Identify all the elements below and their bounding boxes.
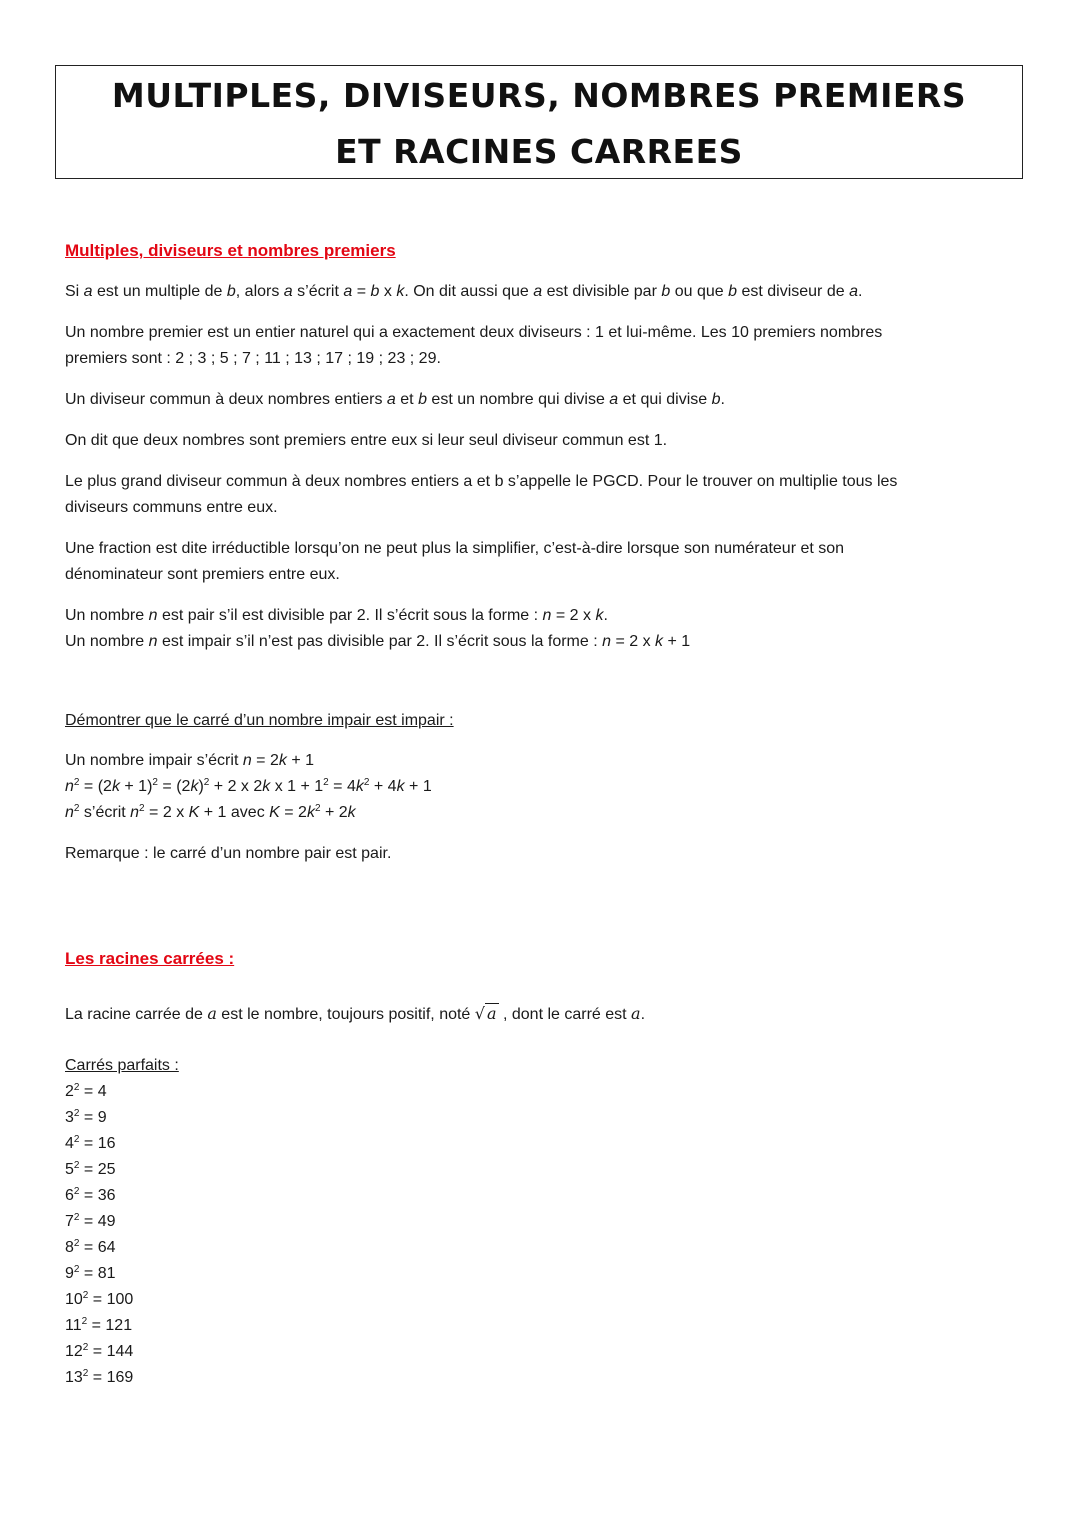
perfect-square-item: $6^2 = 36$ [65,1186,116,1204]
section-heading-square-roots: Les racines carrées : [65,949,235,968]
paragraph-pgcd: Le plus grand diviseur commun à deux nombres entiers a et b s’appelle le PGCD. Pour le trouver on multiplie tous les diviseurs communs entre eux. [65,473,898,516]
perfect-squares-heading: Carrés parfaits : [65,1057,179,1074]
perfect-square-item: $3^2 = 9$ [65,1108,107,1126]
even-line: Un nombre n est pair s’il est divisible par 2. Il s’écrit sous la forme : n = 2 x k. [65,607,608,624]
demo-line-3: $n^2$ s’écrit $n^2 = 2$ x K + 1 avec $K = 2k^2 + 2k$ [65,803,356,821]
title-box [55,65,1023,179]
perfect-square-item: $5^2 = 25$ [65,1160,116,1178]
paragraph-coprime: On dit que deux nombres sont premiers entre eux si leur seul diviseur commun est 1. [65,432,668,449]
paragraph-irreducible-fraction: Une fraction est dite irréductible lorsqu’on ne peut plus la simplifier, c’est-à-dire lorsque son numérateur et son dénominateur sont premiers entre eux. [65,540,845,583]
perfect-square-item: $13^2 = 169$ [65,1368,134,1386]
demo-heading: Démontrer que le carré d’un nombre impair est impair : [65,712,454,729]
paragraph-common-divisor: Un diviseur commun à deux nombres entiers a et b est un nombre qui divise a et qui divise b. [65,391,725,408]
perfect-square-item: $10^2 = 100$ [65,1290,134,1308]
perfect-squares-list [65,1079,1025,1391]
perfect-square-item: $12^2 = 144$ [65,1342,134,1360]
paragraph-even-odd [65,603,1025,655]
demo-line-2: $n^2 = (2k + 1)^2 = (2k)^2 + 2$ x 2k x $1 + 1^2 = 4k^2 + 4k + 1$ [65,777,432,795]
title-line-2: ET RACINES CARREES [335,132,743,171]
perfect-square-item: $4^2 = 16$ [65,1134,116,1152]
odd-line: Un nombre n est impair s’il n’est pas divisible par 2. Il s’écrit sous la forme : n = 2 x k + 1 [65,633,691,650]
perfect-square-item: $8^2 = 64$ [65,1238,116,1256]
demo-line-1: Un nombre impair s’écrit n = 2k + 1 [65,752,315,769]
perfect-square-item: $9^2 = 81$ [65,1264,116,1282]
demo-remark: Remarque : le carré d’un nombre pair est pair. [65,845,392,862]
section-heading-multiples: Multiples, diviseurs et nombres premiers [65,241,396,260]
square-root-definition: La racine carrée de a est le nombre, toujours positif, noté √ a , dont le carré est a. [65,1001,1025,1028]
paragraph-prime-numbers: Un nombre premier est un entier naturel qui a exactement deux diviseurs : 1 et lui-même. Les 10 premiers nombres premiers sont : 2 ; 3 ; 5 ; 7 ; 11 ; 13 ; 17 ; 19 ; 23 ; 29. [65,324,883,367]
title-line-1: MULTIPLES, DIVISEURS, NOMBRES PREMIERS [111,76,967,115]
perfect-square-item: $11^2 = 121$ [65,1316,133,1334]
perfect-square-item: $2^2 = 4$ [65,1082,107,1100]
demo-block [65,748,1025,826]
perfect-square-item: $7^2 = 49$ [65,1212,116,1230]
paragraph-multiple-definition: Si a est un multiple de b, alors a s’écrit a = b x k. On dit aussi que a est divisible par b ou que b est diviseur de a. [65,283,863,300]
sqrt-symbol: √ a [474,1004,497,1023]
